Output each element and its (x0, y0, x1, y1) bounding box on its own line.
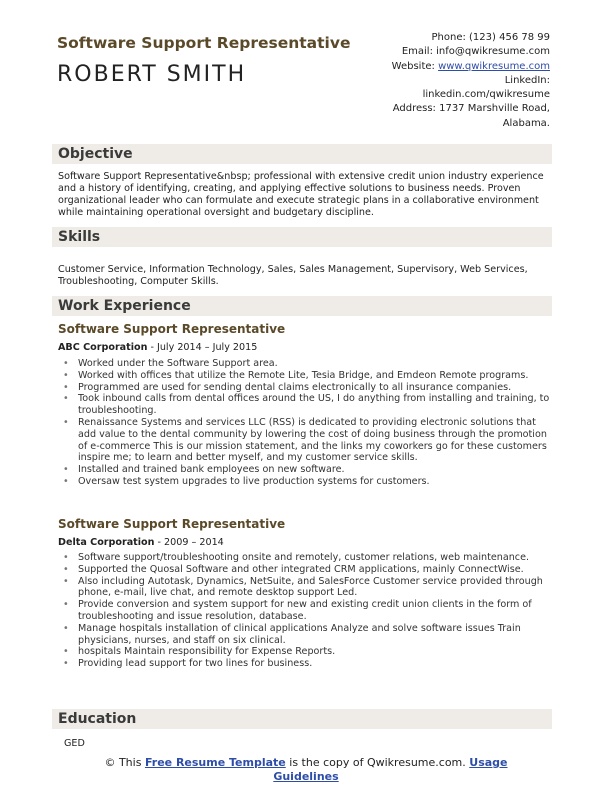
objective-heading: Objective (58, 146, 133, 162)
objective-text: Software Support Representative&nbsp; professional with extensive credit union industry experience and a history of identifying, creating, and applying effective solutions to business needs. Proven organizational leader who can formulate and execute strategic plans in a collaborative environment while maintaining operational oversight and budgetary discipline. (58, 171, 544, 218)
job-1-company: ABC Corporation (58, 342, 148, 353)
experience-heading: Work Experience (58, 298, 191, 314)
list-item: • Manage hospitals installation of clinical applications Analyze and solve software issues Train physicians, nurses, and staff on six clinical. (58, 623, 554, 647)
skills-text: Customer Service, Information Technology, Sales, Sales Management, Supervisory, Web Services, Troubleshooting, Computer Skills. (58, 264, 528, 287)
contact-website (330, 60, 550, 74)
list-item: • Programmed are used for sending dental claims electronically to all insurance companies. (58, 382, 554, 394)
list-item: • Worked under the Software Support area. (58, 358, 554, 370)
education-text: GED (64, 738, 85, 749)
list-item: • Also including Autotask, Dynamics, NetSuite, and SalesForce Customer service provided through phone, e-mail, live chat, and remote desktop support Led. (58, 576, 554, 600)
list-item: • Worked with offices that utilize the Remote Lite, Tesia Bridge, and Emdeon Remote programs. (58, 370, 554, 382)
list-item: • Supported the Quosal Software and other integrated CRM applications, mainly ConnectWise. (58, 564, 554, 576)
list-item: • Oversaw test system upgrades to live production systems for customers. (58, 476, 554, 488)
job-1-company-line (58, 342, 257, 353)
list-item: • Providing lead support for two lines for business. (58, 658, 554, 670)
footer-middle: is the copy of Qwikresume.com. (285, 756, 470, 769)
job-1-title: Software Support Representative (58, 322, 286, 336)
list-item: • Software support/troubleshooting onsite and remotely, customer relations, web maintenance. (58, 552, 554, 564)
list-item: • Installed and trained bank employees on new software. (58, 464, 554, 476)
resume-job-title: Software Support Representative (57, 34, 351, 52)
contact-address-line2: Alabama. (502, 117, 550, 129)
footer-notice (0, 756, 612, 784)
contact-email: Email: info@qwikresume.com (401, 46, 550, 58)
job-2-company: Delta Corporation (58, 537, 155, 548)
contact-linkedin-value: linkedin.com/qwikresume (422, 89, 550, 101)
list-item: • hospitals Maintain responsibility for Expense Reports. (58, 646, 554, 658)
candidate-name: ROBERT SMITH (57, 62, 247, 87)
job-2-title: Software Support Representative (58, 517, 286, 531)
free-resume-template-link[interactable]: Free Resume Template (144, 756, 286, 769)
job-2-duties (58, 552, 554, 670)
usage-guidelines-link-part2[interactable]: Guidelines (273, 770, 339, 783)
contact-linkedin-label: LinkedIn: (504, 74, 550, 86)
job-1-duties (58, 358, 554, 488)
job-1-dates: - July 2014 – July 2015 (147, 342, 258, 353)
education-section-header (52, 709, 552, 729)
resume-header (0, 0, 612, 135)
job-2-dates: - 2009 – 2014 (154, 537, 224, 548)
website-link[interactable]: www.qwikresume.com (438, 60, 550, 72)
objective-section-header (52, 144, 552, 164)
experience-section-header (52, 296, 552, 316)
job-2-company-line (58, 537, 224, 548)
skills-heading: Skills (58, 229, 101, 245)
contact-address-line1: Address: 1737 Marshville Road, (392, 103, 550, 115)
skills-section-header (52, 227, 552, 247)
usage-guidelines-link-part1[interactable]: Usage (469, 756, 508, 769)
website-label: Website: (391, 60, 435, 72)
list-item: • Took inbound calls from dental offices around the US, I do anything from installing and training, to troubleshooting. (58, 393, 554, 417)
list-item: • Renaissance Systems and services LLC (RSS) is dedicated to providing electronic solutions that add value to the dental community by lowering the cost of doing business through the promotion of e-commerce This is our mission statement, and the links my coworkers go for these customers inspire me; to learn and better myself, and my customer service skills. (58, 417, 554, 464)
education-heading: Education (58, 711, 137, 727)
contact-block (330, 31, 550, 131)
contact-phone: Phone: (123) 456 78 99 (431, 32, 550, 43)
list-item: • Provide conversion and system support for new and existing credit union clients in the form of troubleshooting and issue resolution, database. (58, 599, 554, 623)
footer-prefix: © This (104, 756, 145, 769)
